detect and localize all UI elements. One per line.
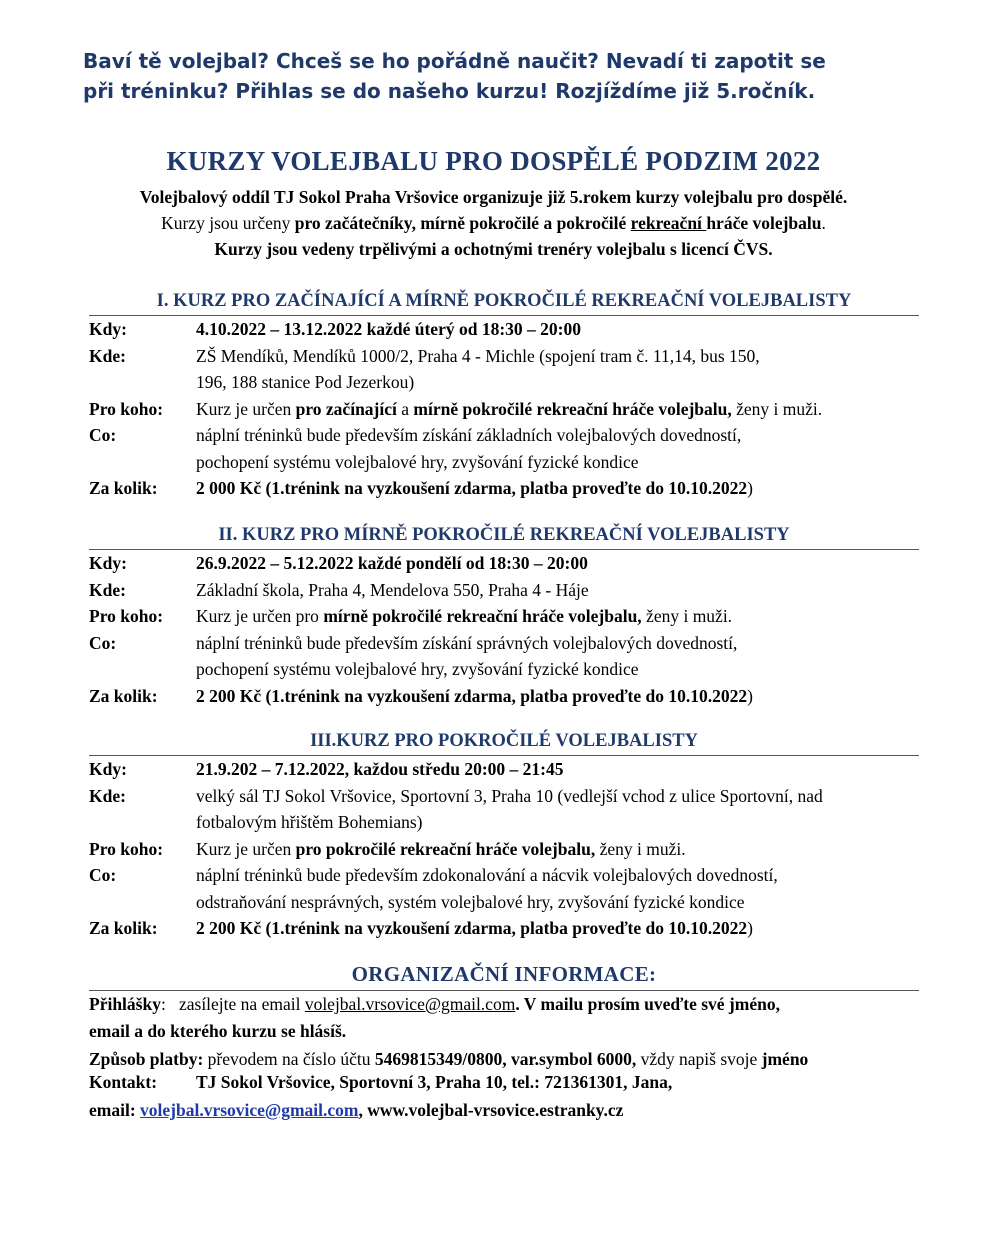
course-3-what-line-2: odstraňování nesprávných, systém volejbalové hry, zvyšování fyzické kondice (196, 891, 745, 912)
course-2-price (196, 683, 919, 710)
course-2-where: Základní škola, Praha 4, Mendelova 550, Praha 4 - Háje (196, 579, 589, 600)
course-3-where-line-2: fotbalovým hřištěm Bohemians) (196, 812, 423, 832)
label-what: Co: (89, 425, 117, 445)
payment-name: jméno (761, 1049, 809, 1069)
course-2-what (196, 630, 919, 683)
label-when: Kdy: (89, 759, 127, 779)
course-1-price-text: 2 000 Kč (1.trénink na vyzkoušení zdarma, platba proveďte do 10.10.2022 (196, 478, 748, 498)
course-3-when: 21.9.202 – 7.12.2022, každou středu 20:00 – 21:45 (196, 759, 564, 779)
course-2-where-row (89, 577, 919, 604)
label-for-whom: Pro koho: (89, 606, 164, 626)
label-price (89, 475, 196, 502)
course-2-price-row (89, 683, 919, 710)
course-3-when-row (89, 756, 919, 783)
course-3-for-whom (196, 836, 919, 863)
course-1-where (196, 343, 919, 396)
intro-line-2: při tréninku? Přihlas se do našeho kurzu! Rozjíždíme již 5.ročník. (83, 79, 816, 103)
course-1-what-line-2: pochopení systému volejbalové hry, zvyšování fyzické kondice (196, 451, 639, 472)
label-where: Kde: (89, 785, 126, 806)
lead-line-2-c: rekreační (630, 213, 707, 233)
payment-text-c: vždy napiš svoje (636, 1049, 762, 1069)
course-2 (89, 523, 919, 709)
course-1-when-row (89, 316, 919, 343)
course-1-where-line-1: ZŠ Mendíků, Mendíků 1000/2, Praha 4 - Michle (spojení tram č. 11,14, bus 150, (196, 345, 760, 366)
course-2-for-whom (196, 603, 919, 630)
course-3-where-line-1: velký sál TJ Sokol Vršovice, Sportovní 3, Praha 10 (vedlejší vchod z ulice Sportovní, nad (196, 785, 823, 806)
course-1-heading: I. KURZ PRO ZAČÍNAJÍCÍ A MÍRNĚ POKROČILÉ REKREAČNÍ VOLEJBALISTY (156, 291, 852, 311)
registration-colon: : (160, 994, 166, 1014)
course-1-for-whom-b: pro začínající (295, 398, 397, 419)
course-3-price (196, 915, 919, 942)
course-1-for-whom (196, 396, 919, 423)
course-1-for-whom-c: a (396, 398, 414, 419)
registration-email-link[interactable]: volejbal.vrsovice@gmail.com (304, 994, 516, 1014)
course-2-what-row (89, 630, 919, 683)
course-1-where-row (89, 343, 919, 396)
course-3-heading: III.KURZ PRO POKROČILÉ VOLEJBALISTY (310, 731, 698, 751)
course-2-when-row (89, 550, 919, 577)
label-for-whom: Pro koho: (89, 398, 164, 419)
course-3-what-row (89, 862, 919, 915)
registration-instruction: . V mailu prosím uveďte své jméno, (515, 994, 780, 1014)
email-label: email: (89, 1100, 141, 1120)
label-when: Kdy: (89, 319, 127, 339)
label-price: Za kolik: (89, 918, 158, 938)
course-3-where-row (89, 783, 919, 836)
course-1-for-whom-row (89, 396, 919, 423)
course-3-for-whom-row (89, 836, 919, 863)
registration-label: Přihlášky (89, 994, 161, 1014)
course-1-price (196, 475, 919, 502)
course-2-price-text: 2 200 Kč (1.trénink na vyzkoušení zdarma, platba proveďte do 10.10.2022 (196, 685, 748, 706)
payment-account: 5469815349/0800, var.symbol 6000, (374, 1049, 637, 1069)
course-1-what-line-1: náplní tréninků bude především získání základních volejbalových dovedností, (196, 425, 742, 445)
course-3-price-row (89, 915, 919, 942)
registration-line (89, 991, 919, 1018)
course-3-what (196, 862, 919, 915)
label-what: Co: (89, 632, 117, 653)
contact-text: TJ Sokol Vršovice, Sportovní 3, Praha 10, tel.: 721361301, Jana, (196, 1071, 673, 1092)
course-3-for-whom-a: Kurz je určen (196, 838, 296, 859)
registration-line-2: email a do kterého kurzu se hlásíš. (89, 1020, 347, 1041)
lead-line-2 (0, 210, 987, 236)
course-2-price-close: ) (747, 685, 753, 706)
course-1-for-whom-d: mírně pokročilé rekreační hráče volejbalu, (413, 398, 732, 419)
label-price-text: Za kolik: (89, 478, 158, 498)
label-price: Za kolik: (89, 685, 158, 706)
label-where: Kde: (89, 579, 126, 600)
course-3-price-close: ) (747, 918, 753, 938)
label-what: Co: (89, 865, 117, 885)
course-1-when: 4.10.2022 – 13.12.2022 každé úterý od 18:30 – 20:00 (196, 319, 581, 339)
course-2-what-line-1: náplní tréninků bude především získání správných volejbalových dovedností, (196, 632, 738, 653)
course-1-where-line-2: 196, 188 stanice Pod Jezerkou) (196, 372, 415, 392)
course-2-when: 26.9.2022 – 5.12.2022 každé pondělí od 18:30 – 20:00 (196, 553, 588, 573)
course-2-what-line-2: pochopení systému volejbalové hry, zvyšování fyzické kondice (196, 659, 639, 679)
email-line (89, 1097, 919, 1124)
payment-label: Způsob platby: (89, 1049, 204, 1069)
payment-text-a: převodem na číslo účtu (203, 1049, 375, 1069)
course-2-for-whom-b: mírně pokročilé rekreační hráče volejbalu, (323, 606, 642, 626)
course-2-for-whom-row (89, 603, 919, 630)
lead-line-2-a: Kurzy jsou určeny (161, 213, 295, 233)
page-title: KURZY VOLEJBALU PRO DOSPĚLÉ PODZIM 2022 (166, 146, 821, 176)
course-3-where (196, 783, 919, 836)
label-for-whom: Pro koho: (89, 838, 164, 859)
label-where: Kde: (89, 345, 126, 366)
course-1-price-close: ) (747, 478, 753, 498)
lead-line-2-e: . (821, 213, 826, 233)
course-1-what-row (89, 422, 919, 475)
organizational-info (89, 960, 919, 1124)
course-3-what-line-1: náplní tréninků bude především zdokonalování a nácvik volejbalových dovedností, (196, 865, 778, 885)
course-2-for-whom-c: ženy i muži. (641, 606, 733, 626)
contact-label: Kontakt: (89, 1071, 158, 1092)
course-1-price-row (89, 475, 919, 502)
contact-email-link[interactable]: volejbal.vrsovice@gmail.com (140, 1100, 359, 1120)
lead-line-3: Kurzy jsou vedeny trpělivými a ochotnými trenéry volejbalu s licencí ČVS. (214, 239, 773, 259)
course-1-for-whom-e: ženy i muži. (731, 398, 823, 419)
label-when: Kdy: (89, 553, 127, 573)
lead-paragraph (0, 184, 987, 262)
course-3-for-whom-b: pro pokročilé rekreační hráče volejbalu, (295, 838, 596, 859)
course-3-price-text: 2 200 Kč (1.trénink na vyzkoušení zdarma, platba proveďte do 10.10.2022 (196, 918, 748, 938)
course-3-for-whom-c: ženy i muži. (595, 838, 686, 859)
lead-line-2-b: pro začátečníky, mírně pokročilé a pokročilé (294, 213, 631, 233)
intro-line-1: Baví tě volejbal? Chceš se ho pořádně naučit? Nevadí ti zapotit se (83, 49, 826, 73)
course-1-what (196, 422, 919, 475)
course-1-for-whom-a: Kurz je určen (196, 398, 296, 419)
course-1 (89, 289, 919, 502)
lead-line-1: Volejbalový oddíl TJ Sokol Praha Vršovice organizuje již 5.rokem kurzy volejbalu pro dospělé. (139, 187, 848, 207)
org-heading: ORGANIZAČNÍ INFORMACE: (351, 962, 657, 986)
registration-text: zasílejte na email (178, 994, 305, 1014)
website-text: , www.volejbal-vrsovice.estranky.cz (358, 1100, 624, 1120)
course-3 (89, 729, 919, 942)
intro-text (83, 46, 963, 106)
course-2-for-whom-a: Kurz je určen pro (196, 606, 324, 626)
course-2-heading: II. KURZ PRO MÍRNĚ POKROČILÉ REKREAČNÍ VOLEJBALISTY (218, 525, 790, 545)
lead-line-2-d: hráče volejbalu (706, 213, 822, 233)
